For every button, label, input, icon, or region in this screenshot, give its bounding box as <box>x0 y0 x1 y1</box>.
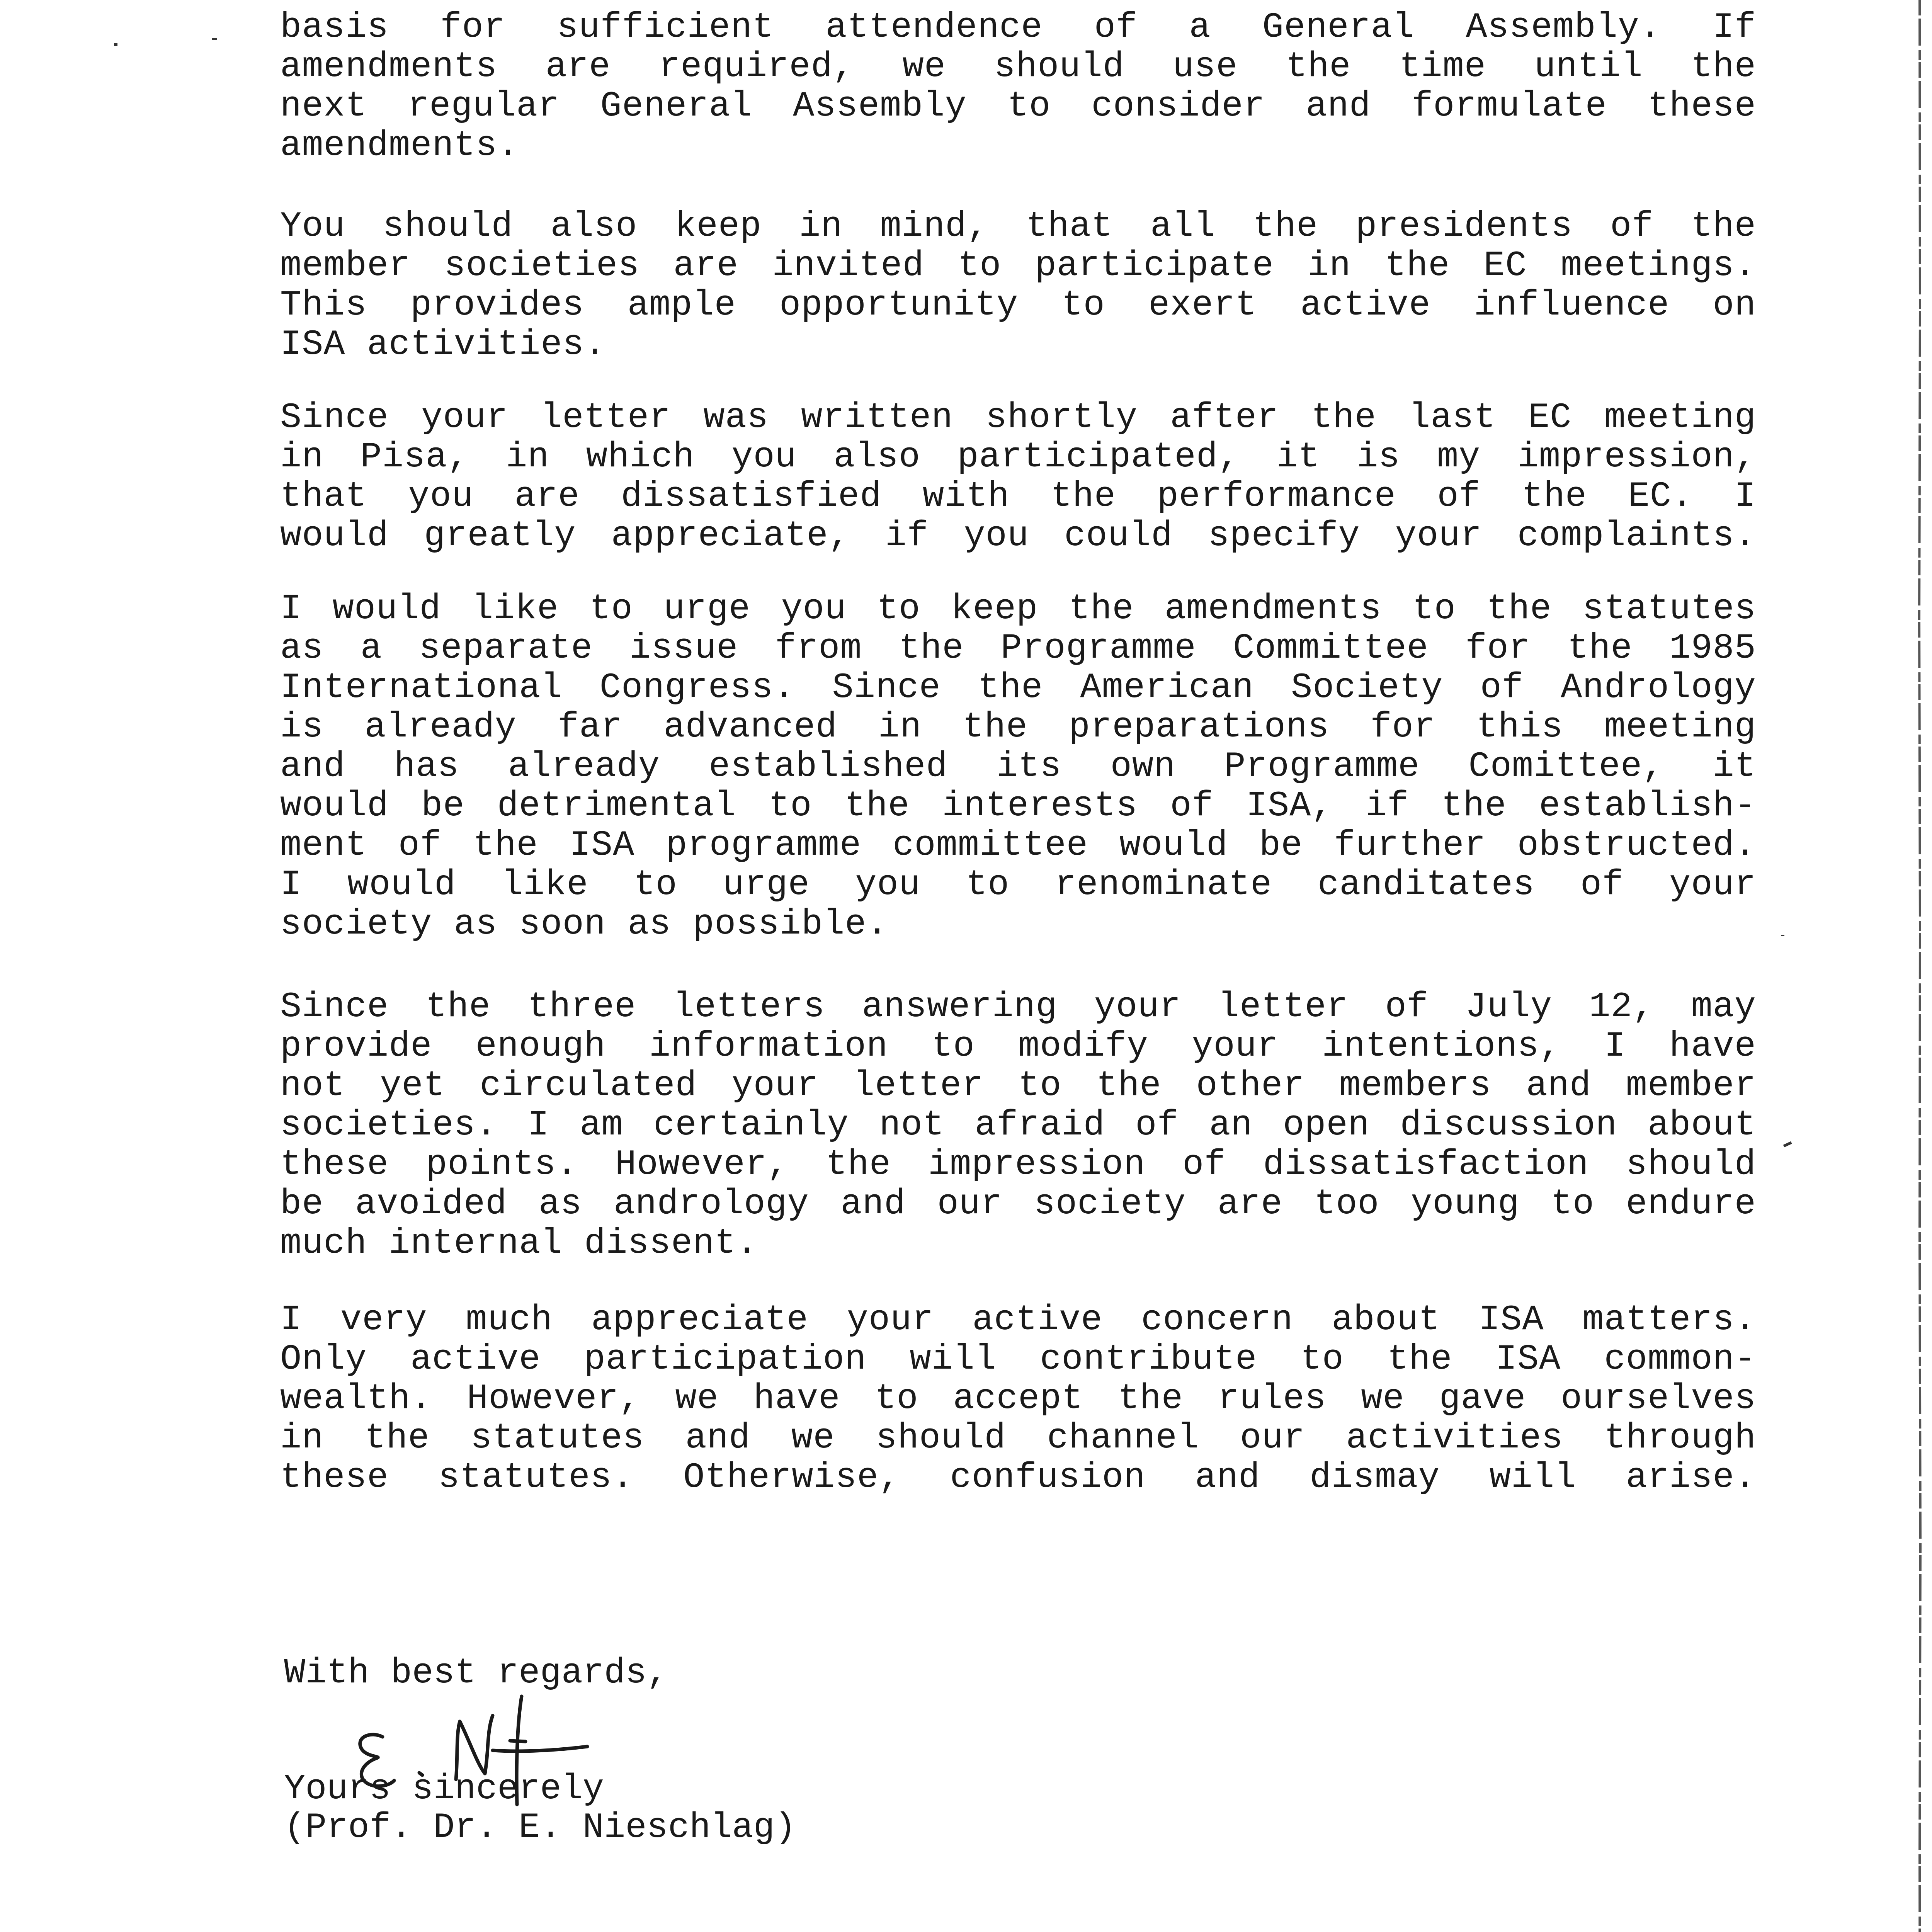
paragraph-line: would greatly appreciate, if you could specify your complaints. <box>280 515 1756 556</box>
paragraph-line: basis for sufficient attendence of a General Assembly. If <box>280 7 1756 48</box>
paragraph-line: next regular General Assembly to consider and formulate these <box>280 86 1756 126</box>
paragraph-line: in Pisa, in which you also participated, it is my impression, <box>280 437 1756 477</box>
paragraph-line: wealth. However, we have to accept the rules we gave ourselves <box>280 1378 1756 1419</box>
paragraph-line: amendments. <box>280 125 519 166</box>
paragraph-line: Only active participation will contribute to the ISA common- <box>280 1339 1756 1379</box>
paragraph-line: You should also keep in mind, that all the presidents of the <box>280 206 1756 247</box>
signer-name: (Prof. Dr. E. Nieschlag) <box>284 1807 796 1848</box>
closing-sincerely: Yours sincerely <box>284 1769 604 1809</box>
paragraph-line: amendments are required, we should use the time until the <box>280 46 1756 87</box>
paragraph-line: provide enough information to modify your intentions, I have <box>280 1026 1756 1066</box>
paragraph-line: as a separate issue from the Programme Committee for the 1985 <box>280 628 1756 668</box>
paragraph-line: I would like to urge you to renominate canditates of your <box>280 864 1756 905</box>
paragraph-line: International Congress. Since the American Society of Andrology <box>280 667 1756 708</box>
paragraph-line: I very much appreciate your active concern about ISA matters. <box>280 1299 1756 1340</box>
paragraph-line: would be detrimental to the interests of ISA, if the establish- <box>280 786 1756 826</box>
paragraph-line: ment of the ISA programme committee would be further obstructed. <box>280 825 1756 866</box>
paragraph-line: in the statutes and we should channel our activities through <box>280 1418 1756 1458</box>
closing-regards: With best regards, <box>284 1653 668 1693</box>
paragraph-line: these points. However, the impression of dissatisfaction should <box>280 1144 1756 1185</box>
paragraph-line: societies. I am certainly not afraid of an open discussion about <box>280 1105 1756 1145</box>
paragraph-line: Since your letter was written shortly after the last EC meeting <box>280 397 1756 438</box>
paragraph-line: This provides ample opportunity to exert active influence on <box>280 285 1756 325</box>
paragraph-line: these statutes. Otherwise, confusion and dismay will arise. <box>280 1457 1756 1498</box>
paragraph-line: is already far advanced in the preparations for this meeting <box>280 707 1756 747</box>
paragraph-line: member societies are invited to participate in the EC meetings. <box>280 245 1756 286</box>
paragraph-line: society as soon as possible. <box>280 904 888 944</box>
paragraph-line: not yet circulated your letter to the other members and member <box>280 1065 1756 1106</box>
paragraph-line: and has already established its own Programme Comittee, it <box>280 746 1756 787</box>
paragraph-line: much internal dissent. <box>280 1223 758 1264</box>
paragraph-line: that you are dissatisfied with the performance of the EC. I <box>280 476 1756 517</box>
paragraph-line: I would like to urge you to keep the amendments to the statutes <box>280 588 1756 629</box>
paragraph-line: Since the three letters answering your letter of July 12, may <box>280 986 1756 1027</box>
paragraph-line: ISA activities. <box>280 324 606 365</box>
paragraph-line: be avoided as andrology and our society are too young to endure <box>280 1184 1756 1224</box>
